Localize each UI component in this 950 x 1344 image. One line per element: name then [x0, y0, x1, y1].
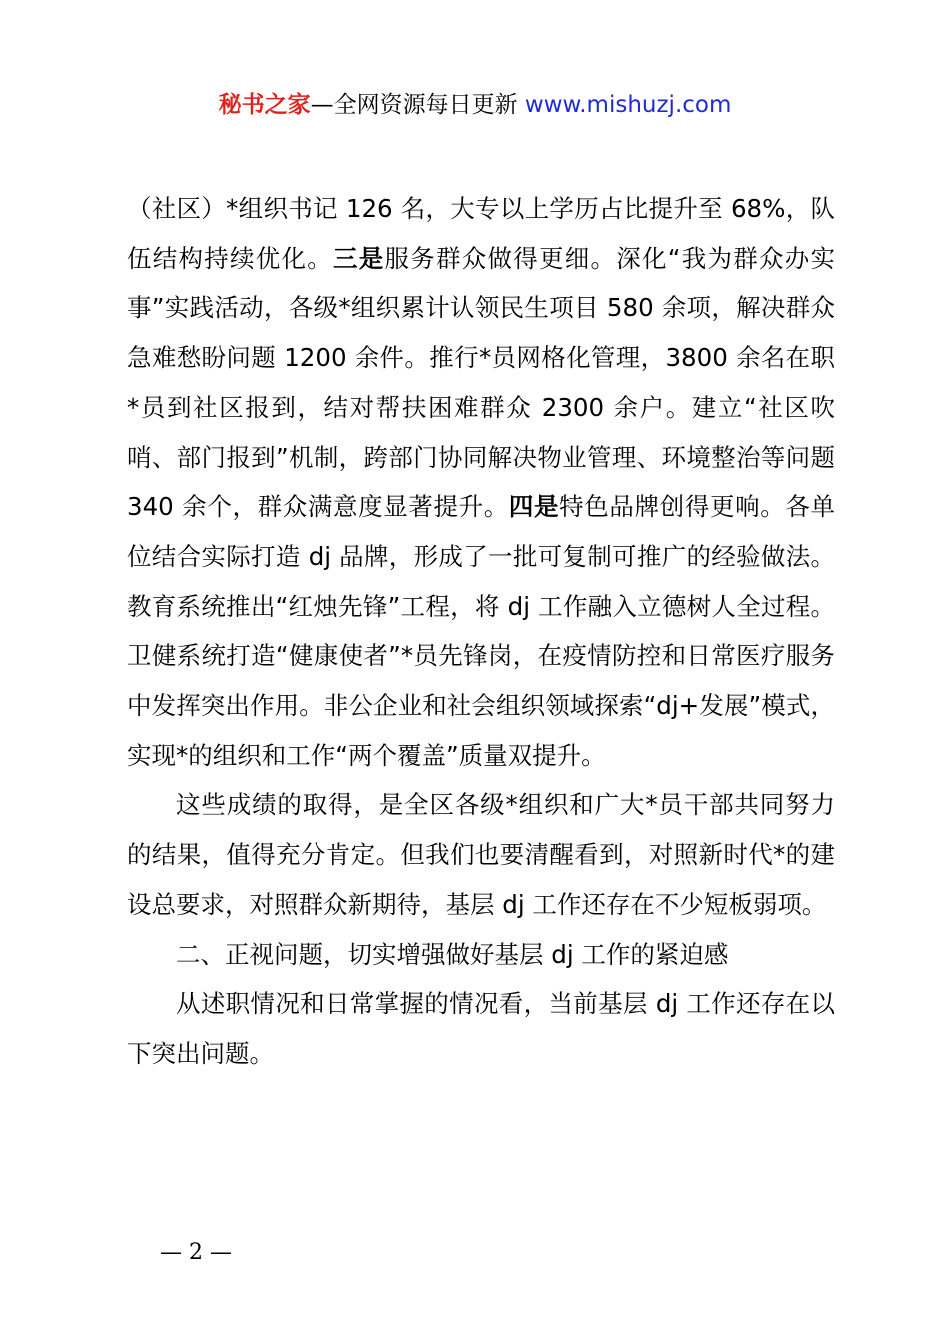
page-number: — 2 —: [160, 1240, 232, 1265]
paragraph-1-text-c: 特色品牌创得更响。各单位结合实际打造 dj 品牌，形成了一批可复制可推广的经验做法。教育系统推出“红烛先锋”工程，将 dj 工作融入立德树人全过程。卫健系统打造“健康使者”*员先锋岗，在疫情防控和日常医疗服务中发挥突出作用。非公企业和社会组织领域探索“dj+发展”模式，实现*的组织和工作“两个覆盖”质量双提升。: [127, 492, 835, 770]
header-slogan: —全网资源每日更新: [310, 92, 525, 118]
paragraph-1-bold-b: 四是: [508, 492, 560, 522]
paragraph-1: [127, 184, 835, 780]
paragraph-1-text-a: （社区）*组织书记 126 名，大专以上学历占比提升至 68%，队伍结构持续优化。: [127, 194, 835, 273]
section-heading: 二、正视问题，切实增强做好基层 dj 工作的紧迫感: [176, 939, 729, 969]
document-body: [127, 184, 835, 1079]
paragraph-1-bold-a: 三是: [333, 243, 385, 273]
paragraph-1-text-b: 服务群众做得更细。深化“我为群众办实事”实践活动，各级*组织累计认领民生项目 580 余项，解决群众急难愁盼问题 1200 余件。推行*员网格化管理，3800 余名在职*员到社区报到，结对帮扶困难群众 2300 余户。建立“社区吹哨、部门报到”机制，跨部门协同解决物业管理、环境整治等问题 340 余个，群众满意度显著提升。: [127, 243, 836, 522]
brand-name: 秘书之家: [218, 92, 311, 118]
site-header: [0, 88, 950, 122]
site-url[interactable]: www.mishuzj.com: [524, 92, 732, 118]
paragraph-2: 这些成绩的取得，是全区各级*组织和广大*员干部共同努力的结果，值得充分肯定。但我们也要清醒看到，对照新时代*的建设总要求，对照群众新期待，基层 dj 工作还存在不少短板弱项。: [127, 790, 835, 919]
paragraph-4: 从述职情况和日常掌握的情况看，当前基层 dj 工作还存在以下突出问题。: [127, 989, 835, 1068]
